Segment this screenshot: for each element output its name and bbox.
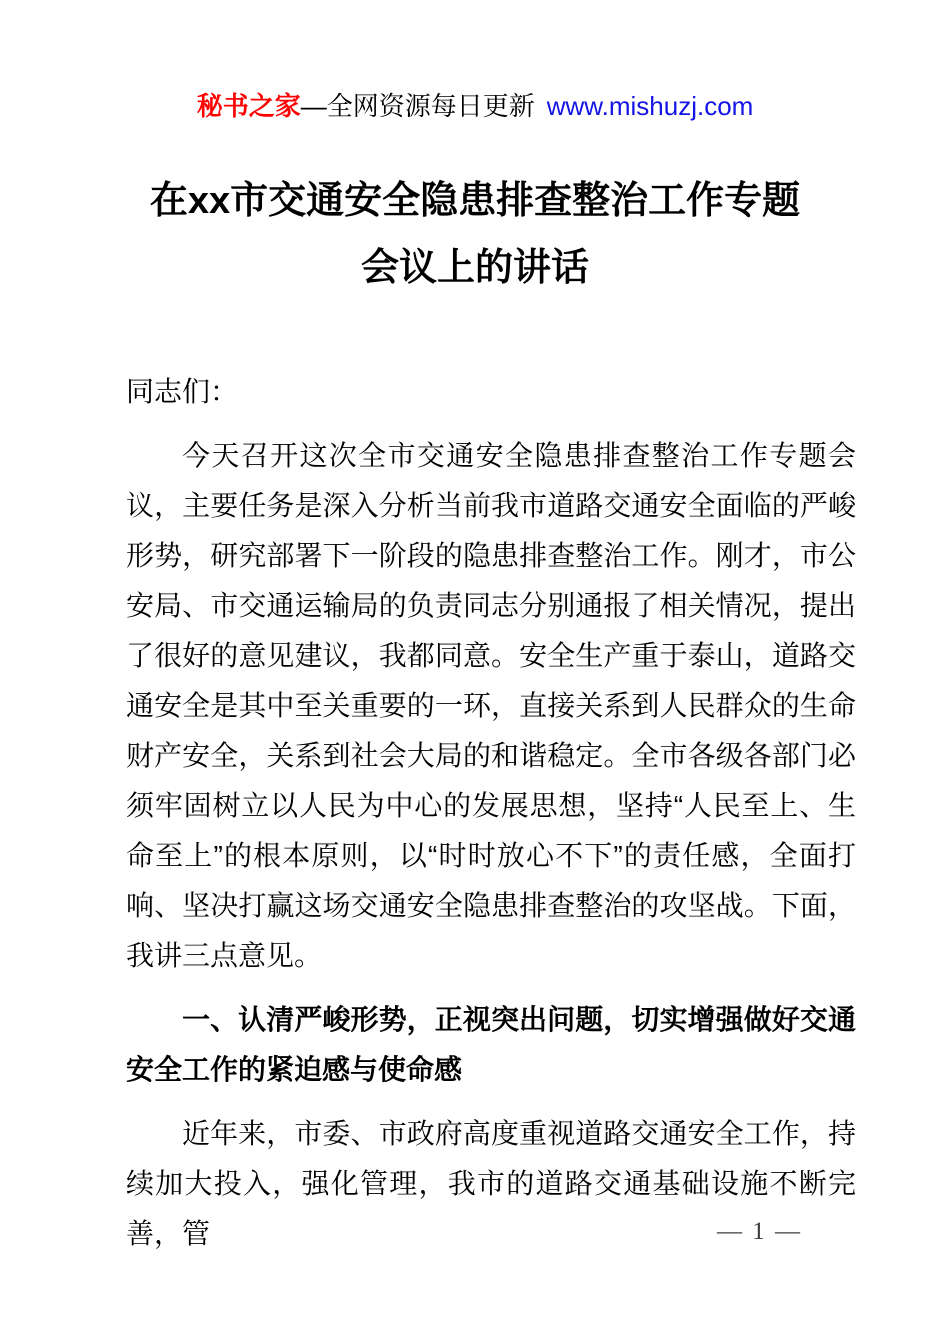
document-title: [0, 168, 950, 302]
header-separator: —: [300, 91, 327, 121]
page-footer: [717, 1218, 802, 1246]
site-url-link[interactable]: www.mishuzj.com: [546, 91, 754, 121]
document-body: [126, 367, 856, 1259]
body-paragraph-2: 近年来，市委、市政府高度重视道路交通安全工作，持续加大投入，强化管理，我市的道路交通基础设施不断完善，管: [126, 1118, 856, 1249]
section-heading-1: 一、认清严峻形势，正视突出问题，切实增强做好交通安全工作的紧迫感与使命感: [126, 1004, 856, 1085]
body-paragraph-1: 今天召开这次全市交通安全隐患排查整治工作专题会议，主要任务是深入分析当前我市道路交通安全面临的严峻形势，研究部署下一阶段的隐患排查整治工作。刚才，市公安局、市交通运输局的负责同志分别通报了相关情况，提出了很好的意见建议，我都同意。安全生产重于泰山，道路交通安全是其中至关重要的一环，直接关系到人民群众的生命财产安全，关系到社会大局的和谐稳定。全市各级各部门必须牢固树立以人民为中心的发展思想，坚持“人民至上、生命至上”的根本原则，以“时时放心不下”的责任感，全面打响、坚决打赢这场交通安全隐患排查整治的攻坚战。下面，我讲三点意见。: [126, 440, 856, 971]
site-header: [0, 0, 950, 124]
document-title-line-2: 会议上的讲话: [360, 247, 589, 289]
header-tagline: 全网资源每日更新: [326, 91, 535, 121]
brand-name: 秘书之家: [196, 91, 301, 121]
page-number: — 1 —: [717, 1218, 802, 1245]
salutation: 同志们：: [126, 376, 239, 407]
document-title-line-1: 在xx市交通安全隐患排查整治工作专题: [149, 180, 801, 222]
